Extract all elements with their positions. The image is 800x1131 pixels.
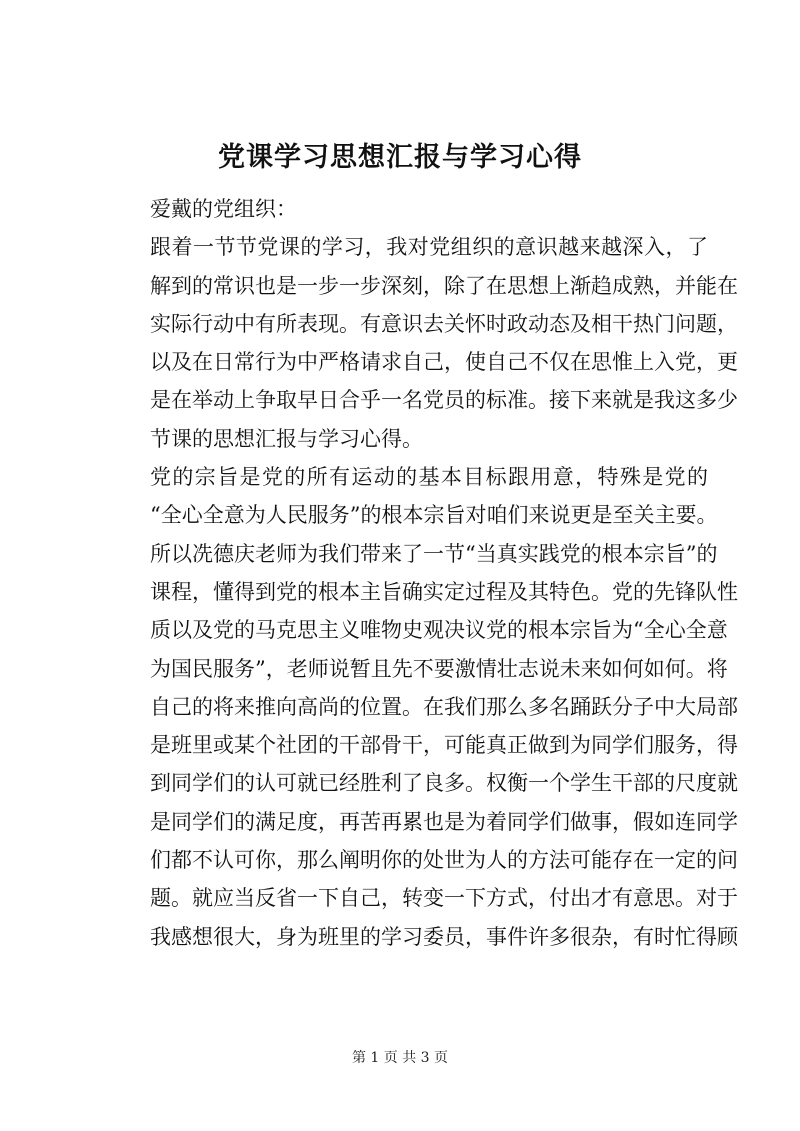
- paragraph-line: 到同学们的认可就已经胜利了良多。权衡一个学生干部的尺度就: [150, 771, 738, 796]
- paragraph-line: 跟着一节节党课的学习，我对党组织的意识越来越深入，了: [150, 235, 708, 260]
- paragraph-line: 节课的思想汇报与学习心得。: [150, 426, 423, 451]
- paragraph-2: [108, 458, 738, 956]
- paragraph-line: 实际行动中有所表现。有意识去关怀时政动态及相干热门问题，: [150, 311, 738, 336]
- paragraph-line: 为国民服务”，老师说暂且先不要激情壮志说未来如何如何。将: [150, 656, 728, 681]
- document-body: [108, 190, 738, 956]
- paragraph-line: 们都不认可你，那么阐明你的处世为人的方法可能存在一定的问: [150, 848, 738, 873]
- paragraph-line: 所以冼德庆老师为我们带来了一节“当真实践党的根本宗旨”的: [150, 541, 718, 566]
- paragraph-line: 质以及党的马克思主义唯物史观决议党的根本宗旨为“全心全意: [150, 618, 728, 643]
- paragraph-line: 以及在日常行为中严格请求自己，使自己不仅在思惟上入党，更: [150, 350, 738, 375]
- paragraph-line: 我感想很大，身为班里的学习委员，事件许多很杂，有时忙得顾: [150, 924, 738, 949]
- paragraph-1: [108, 228, 738, 458]
- paragraph-line: 解到的常识也是一步一步深刻，除了在思想上渐趋成熟，并能在: [150, 273, 738, 298]
- page-number-footer: 第 1 页 共 3 页: [351, 1050, 449, 1066]
- salutation: 爱戴的党组织：: [150, 197, 297, 221]
- paragraph-line: 是在举动上争取早日合乎一名党员的标准。接下来就是我这多少: [150, 388, 738, 413]
- paragraph-line: 题。就应当反省一下自己，转变一下方式，付出才有意思。对于: [150, 886, 738, 911]
- paragraph-line: 是班里或某个社团的干部骨干，可能真正做到为同学们服务，得: [150, 733, 738, 758]
- paragraph-line: 党的宗旨是党的所有运动的基本目标跟用意，特殊是党的: [150, 465, 708, 490]
- paragraph-line: “全心全意为人民服务”的根本宗旨对咱们来说更是至关主要。: [150, 503, 718, 528]
- paragraph-line: 自己的将来推向高尚的位置。在我们那么多名踊跃分子中大局部: [150, 694, 738, 719]
- paragraph-line: 是同学们的满足度，再苦再累也是为着同学们做事，假如连同学: [150, 809, 738, 834]
- paragraph-line: 课程，懂得到党的根本主旨确实定过程及其特色。党的先锋队性: [150, 579, 738, 604]
- document-title: 党课学习思想汇报与学习心得: [218, 142, 582, 173]
